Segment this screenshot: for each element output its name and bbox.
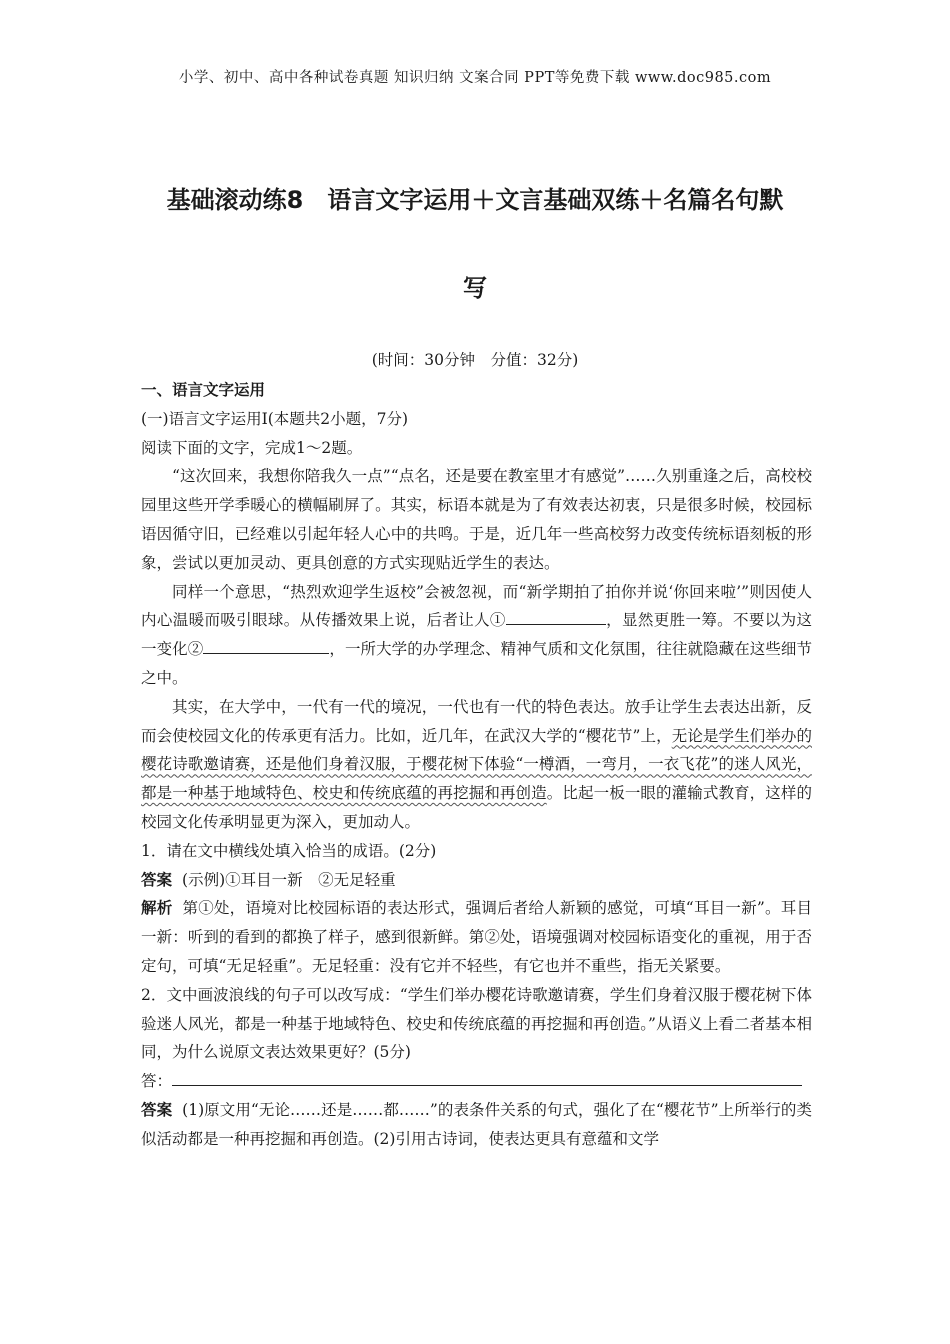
paragraph-3-text-b: 。比起一板一眼的灌输式教育，这样的校园文化传承明显更为深入，更加动人。 bbox=[141, 784, 812, 831]
question-1: 1．请在文中横线处填入恰当的成语。(2分) bbox=[141, 841, 437, 860]
answer-label: 答案 bbox=[141, 870, 173, 889]
answer-text: (示例)①耳目一新 ②无足轻重 bbox=[182, 870, 396, 889]
page-header: 小学、初中、高中各种试卷真题 知识归纳 文案合同 PPT等免费下载 www.doc985.com bbox=[178, 70, 772, 86]
time-score-info: (时间：30分钟 分值：32分) bbox=[371, 351, 579, 369]
question-2-answer bbox=[141, 1096, 812, 1154]
reading-instruction: 阅读下面的文字，完成1～2题。 bbox=[141, 438, 363, 457]
question-1-answer bbox=[141, 866, 812, 895]
wavy-underlined-sentence: 无论是学生们举办的樱花诗歌邀请赛，还是他们身着汉服，于樱花树下体验“一樽酒，一弯月，一衣飞花”的迷人风光，都是一种基于地域特色、校史和传统底蕴的再挖掘和再创造 bbox=[141, 726, 812, 803]
question-2: 2．文中画波浪线的句子可以改写成：“学生们举办樱花诗歌邀请赛，学生们身着汉服于樱花树下体验迷人风光，都是一种基于地域特色、校史和传统底蕴的再挖掘和再创造。”从语义上看二者基本相同，为什么说原文表达效果更好？(5分) bbox=[141, 985, 812, 1062]
subsection-heading: (一)语言文字运用Ⅰ(本题共2小题，7分) bbox=[141, 409, 409, 428]
paragraph-2-text-b: ，显然更胜一筹。不要以为这一变化② bbox=[141, 611, 812, 659]
section-heading: 一、语言文字运用 bbox=[141, 381, 266, 399]
analysis-text: 第①处，语境对比校园标语的表达形式，强调后者给人新颖的感觉，可填“耳目一新”。耳目一新：听到的看到的都换了样子，感到很新鲜。第②处，语境强调对校园标语变化的重视，用于否定句，可填“无足轻重”。无足轻重：没有它并不轻些，有它也并不重些，指无关紧要。 bbox=[141, 899, 812, 975]
paragraph-3-text-a: 其实，在大学中，一代有一代的境况，一代也有一代的特色表达。放手让学生去表达出新，反而会使校园文化的传承更有活力。比如，近几年，在武汉大学的“樱花节”上， bbox=[141, 697, 812, 745]
passage-paragraph-3 bbox=[141, 693, 812, 837]
passage-paragraph-2 bbox=[141, 578, 812, 693]
answer-prompt: 答： bbox=[141, 1072, 173, 1091]
question-2-answer-line bbox=[141, 1067, 812, 1096]
analysis-label: 解析 bbox=[141, 899, 173, 918]
answer-blank-line bbox=[172, 1069, 802, 1086]
fill-blank-1 bbox=[506, 608, 606, 625]
page-title-continued: 写 bbox=[463, 274, 487, 302]
fill-blank-2 bbox=[203, 637, 329, 654]
answer-text-2: (1)原文用“无论……还是……都……”的表条件关系的句式，强化了在“樱花节”上所举行的类似活动都是一种再挖掘和再创造。(2)引用古诗词，使表达更具有意蕴和文学 bbox=[141, 1100, 812, 1148]
passage-paragraph-1: “这次回来，我想你陪我久一点”“点名，还是要在教室里才有感觉”……久别重逢之后，高校校园里这些开学季暖心的横幅刷屏了。其实，标语本就是为了有效表达初衷，只是很多时候，校园标语因循守旧，已经难以引起年轻人心中的共鸣。于是，近几年一些高校努力改变传统标语刻板的形象，尝试以更加灵动、更具创意的方式实现贴近学生的表达。 bbox=[141, 467, 812, 572]
question-1-analysis bbox=[141, 894, 812, 980]
answer-label-2: 答案 bbox=[141, 1100, 173, 1119]
page-title: 基础滚动练8 语言文字运用＋文言基础双练＋名篇名句默 bbox=[166, 186, 784, 214]
paragraph-2-text-a: 同样一个意思，“热烈欢迎学生返校”会被忽视，而“新学期拍了拍你并说‘你回来啦’”则因使人内心温暖而吸引眼球。从传播效果上说，后者让人① bbox=[141, 582, 812, 630]
document-body bbox=[141, 376, 812, 1154]
paragraph-2-text-c: ，一所大学的办学理念、精神气质和文化氛围，往往就隐藏在这些细节之中。 bbox=[141, 640, 812, 687]
